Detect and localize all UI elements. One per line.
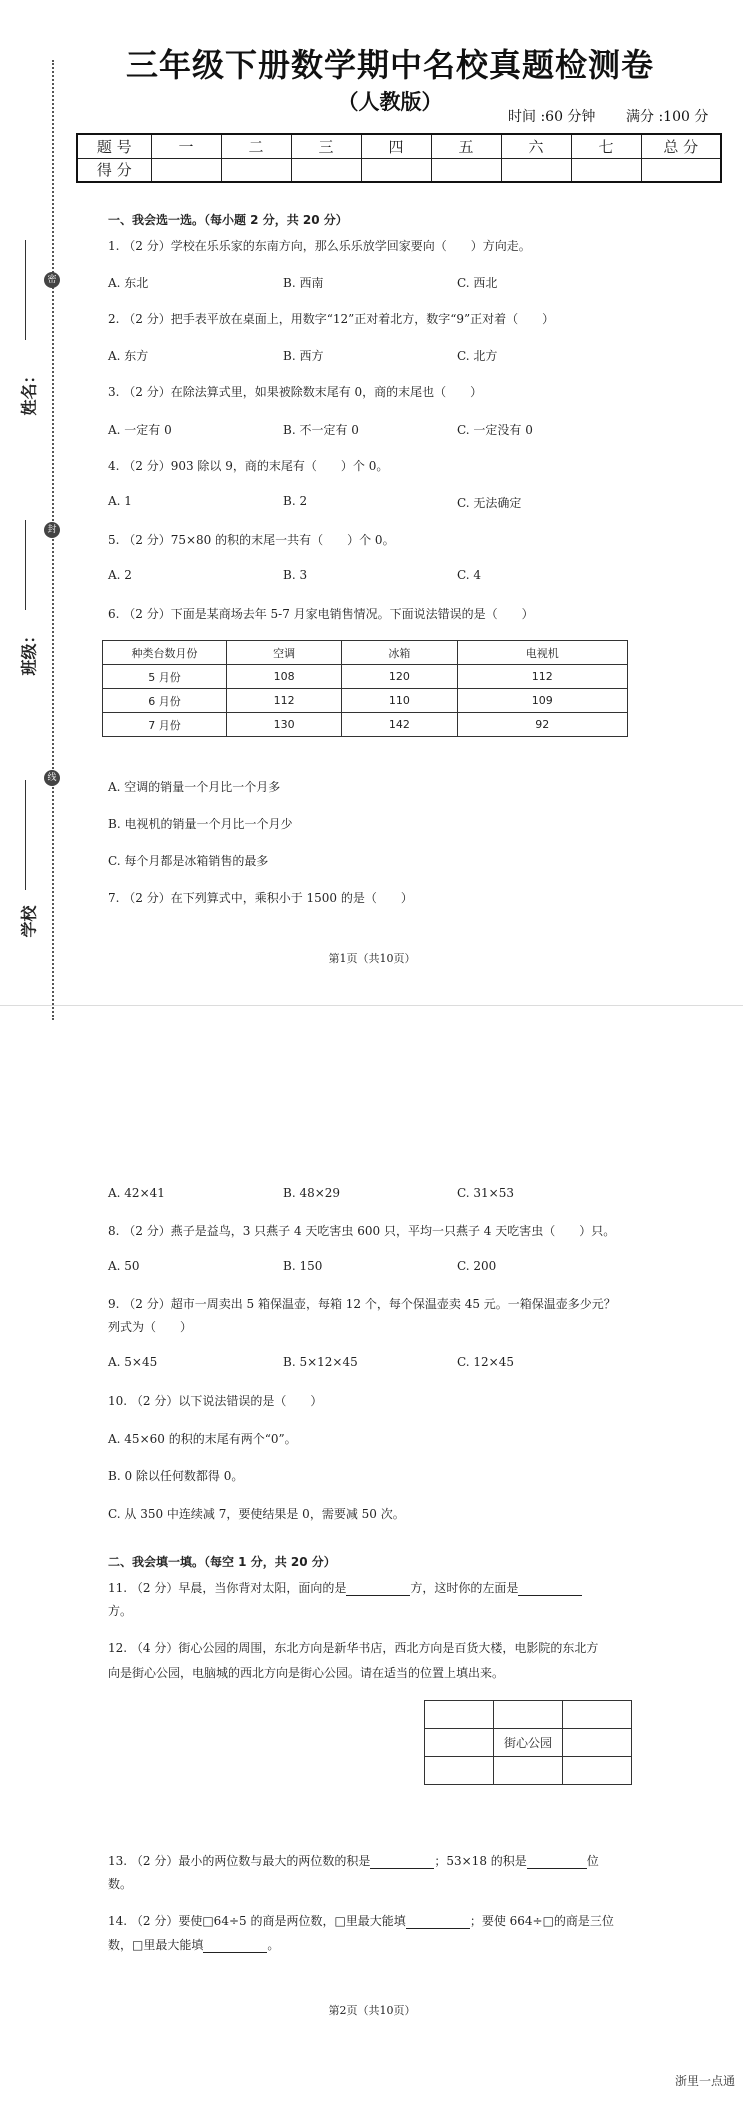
question-8-option-b[interactable]: B. 150: [283, 1259, 323, 1273]
page-separator: [0, 1005, 743, 1009]
score-header-cell: 五: [431, 134, 501, 158]
sales-cell: 109: [457, 689, 627, 713]
question-4-option-c[interactable]: C. 无法确定: [457, 496, 522, 510]
question-13-blank-2[interactable]: [527, 1868, 587, 1869]
sales-cell: 130: [227, 713, 342, 737]
question-4-option-b[interactable]: B. 2: [283, 494, 308, 508]
question-2-option-c[interactable]: C. 北方: [457, 349, 498, 363]
class-write-line[interactable]: [25, 520, 26, 610]
question-4-option-a[interactable]: A. 1: [108, 494, 132, 508]
question-5-option-a[interactable]: A. 2: [108, 568, 132, 582]
question-10-option-c[interactable]: C. 从 350 中连续减 7，要使结果是 0，需要减 50 次。: [108, 1507, 405, 1521]
sales-cell: 7 月份: [103, 713, 227, 737]
question-1-option-b[interactable]: B. 西南: [283, 276, 324, 290]
grid-cell-east[interactable]: [563, 1729, 632, 1757]
question-11-text-b: 方，这时你的左面是: [410, 1581, 519, 1595]
question-6-option-b[interactable]: B. 电视机的销量一个月比一个月少: [108, 817, 293, 831]
question-6-option-a[interactable]: A. 空调的销量一个月比一个月多: [108, 780, 281, 794]
score-header-cell: 三: [291, 134, 361, 158]
score-header-cell: 题 号: [77, 134, 151, 158]
question-7-option-c[interactable]: C. 31×53: [457, 1186, 514, 1200]
question-5-stem: 5. （2 分）75×80 的积的末尾一共有（ ）个 0。: [108, 533, 395, 547]
question-7-option-a[interactable]: A. 42×41: [108, 1186, 165, 1200]
binding-mark-line: 线: [44, 770, 60, 786]
question-9-stem: 9. （2 分）超市一周卖出 5 箱保温壶，每箱 12 个，每个保温壶卖 45 元。一箱保温壶多少元？: [108, 1297, 616, 1311]
score-input-cell[interactable]: [431, 158, 501, 182]
exam-page-1: [0, 0, 743, 1005]
question-6-stem: 6. （2 分）下面是某商场去年 5-7 月家电销售情况。下面说法错误的是（ ）: [108, 607, 534, 621]
question-1-option-c[interactable]: C. 西北: [457, 276, 498, 290]
name-write-line[interactable]: [25, 240, 26, 340]
sales-cell: 110: [342, 689, 457, 713]
question-4-stem: 4. （2 分）903 除以 9，商的末尾有（ ）个 0。: [108, 459, 389, 473]
question-1-option-a[interactable]: A. 东北: [108, 276, 149, 290]
score-input-cell[interactable]: [291, 158, 361, 182]
question-13-line-1: [108, 1852, 599, 1869]
question-12-line-2: 向是街心公园，电脑城的西北方向是街心公园。请在适当的位置上填出来。: [108, 1666, 505, 1680]
question-14-text-d: 。: [267, 1938, 280, 1952]
sales-cell: 92: [457, 713, 627, 737]
score-row-label: 得 分: [77, 158, 151, 182]
score-input-cell[interactable]: [361, 158, 431, 182]
score-header-cell: 六: [501, 134, 571, 158]
question-14-text-c: 数，□里最大能填: [108, 1938, 204, 1952]
sales-table-row: [103, 665, 628, 689]
grid-cell-southeast[interactable]: [563, 1757, 632, 1785]
question-3-option-b[interactable]: B. 不一定有 0: [283, 423, 359, 437]
score-table-score-row: [77, 158, 721, 182]
question-7-option-b[interactable]: B. 48×29: [283, 1186, 341, 1200]
question-13-text-a: 13. （2 分）最小的两位数与最大的两位数的积是: [108, 1854, 371, 1868]
question-8-stem: 8. （2 分）燕子是益鸟，3 只燕子 4 天吃害虫 600 只，平均一只燕子 4 天吃害虫（ ）只。: [108, 1224, 616, 1238]
sales-cell: 5 月份: [103, 665, 227, 689]
section-1-header: 一、我会选一选。（每小题 2 分，共 20 分）: [108, 213, 348, 227]
sales-header-cell: 种类台数月份: [103, 641, 227, 665]
sales-cell: 120: [342, 665, 457, 689]
score-input-cell[interactable]: [501, 158, 571, 182]
score-input-cell[interactable]: [641, 158, 721, 182]
question-6-option-c[interactable]: C. 每个月都是冰箱销售的最多: [108, 854, 269, 868]
question-14-text-b: ；要使 664÷□的商是三位: [469, 1914, 614, 1928]
sales-cell: 108: [227, 665, 342, 689]
question-13-blank-1[interactable]: [370, 1868, 434, 1869]
sales-table-header-row: [103, 641, 628, 665]
question-13-text-b: ；53×18 的积是: [434, 1854, 527, 1868]
score-input-cell[interactable]: [571, 158, 641, 182]
grid-cell-center: 街心公园: [494, 1729, 563, 1757]
question-3-option-c[interactable]: C. 一定没有 0: [457, 423, 533, 437]
question-2-stem: 2. （2 分）把手表平放在桌面上，用数字“12”正对着北方，数字“9”正对着（ ）: [108, 312, 555, 326]
sales-header-cell: 冰箱: [342, 641, 457, 665]
question-14-blank-2[interactable]: [203, 1952, 267, 1953]
question-2-option-b[interactable]: B. 西方: [283, 349, 324, 363]
exam-time: 时间 :60 分钟: [508, 109, 596, 125]
name-label: 姓名：: [19, 367, 39, 416]
question-14-line-2: [108, 1936, 279, 1953]
question-3-option-a[interactable]: A. 一定有 0: [108, 423, 172, 437]
section-2-header: 二、我会填一填。（每空 1 分，共 20 分）: [108, 1555, 336, 1569]
watermark-corner-text: 浙里一点通: [674, 2074, 735, 2088]
question-11-text-c: 方。: [108, 1604, 133, 1618]
question-11-blank-1[interactable]: [346, 1595, 410, 1596]
score-header-cell: 七: [571, 134, 641, 158]
score-header-cell: 总 分: [641, 134, 721, 158]
binding-margin: [0, 30, 70, 1005]
grid-cell-south[interactable]: [494, 1757, 563, 1785]
sales-cell: 142: [342, 713, 457, 737]
question-13-text-c: 位: [586, 1854, 599, 1868]
grid-cell-northwest[interactable]: [425, 1701, 494, 1729]
direction-grid: [424, 1700, 632, 1785]
sales-header-cell: 空调: [227, 641, 342, 665]
class-label: 班级：: [19, 627, 39, 676]
grid-cell-northeast[interactable]: [563, 1701, 632, 1729]
sales-table: [102, 640, 628, 737]
page-1-number: 第1页（共10页）: [328, 952, 416, 965]
question-13-text-d: 数。: [108, 1877, 133, 1891]
question-1-stem: 1. （2 分）学校在乐乐家的东南方向，那么乐乐放学回家要向（ ）方向走。: [108, 239, 531, 253]
question-2-option-a[interactable]: A. 东方: [108, 349, 149, 363]
question-11-text-a: 11. （2 分）早晨，当你背对太阳，面向的是: [108, 1581, 347, 1595]
question-9-option-c[interactable]: C. 12×45: [457, 1355, 514, 1369]
binding-mark-seal: 密: [44, 272, 60, 288]
grid-cell-southwest[interactable]: [425, 1757, 494, 1785]
question-8-option-c[interactable]: C. 200: [457, 1259, 497, 1273]
question-9-stem-line-2: 列式为（ ）: [108, 1320, 193, 1334]
question-10-option-b[interactable]: B. 0 除以任何数都得 0。: [108, 1469, 244, 1483]
sales-header-cell: 电视机: [457, 641, 627, 665]
question-8-option-a[interactable]: A. 50: [108, 1259, 140, 1273]
question-5-option-c[interactable]: C. 4: [457, 568, 482, 582]
question-10-stem: 10. （2 分）以下说法错误的是（ ）: [108, 1394, 323, 1408]
sales-table-row: [103, 689, 628, 713]
question-14-text-a: 14. （2 分）要使□64÷5 的商是两位数，□里最大能填: [108, 1914, 406, 1928]
question-12-line-1: 12. （4 分）街心公园的周围，东北方向是新华书店，西北方向是百货大楼，电影院的东北方: [108, 1641, 599, 1655]
question-9-option-b[interactable]: B. 5×12×45: [283, 1355, 358, 1369]
binding-mark-close: 封: [44, 522, 60, 538]
sales-cell: 112: [457, 665, 627, 689]
grid-cell-west[interactable]: [425, 1729, 494, 1757]
question-3-stem: 3. （2 分）在除法算式里，如果被除数末尾有 0，商的末尾也（ ）: [108, 385, 483, 399]
sales-cell: 112: [227, 689, 342, 713]
score-header-cell: 四: [361, 134, 431, 158]
score-header-cell: 二: [221, 134, 291, 158]
question-14-blank-1[interactable]: [406, 1928, 470, 1929]
exam-title: 三年级下册数学期中名校真题检测卷: [125, 46, 654, 84]
grid-cell-north[interactable]: [494, 1701, 563, 1729]
exam-subtitle: （人教版）: [337, 90, 443, 114]
sales-table-row: [103, 713, 628, 737]
score-header-cell: 一: [151, 134, 221, 158]
school-label: 学校: [19, 905, 39, 938]
question-9-option-a[interactable]: A. 5×45: [108, 1355, 158, 1369]
question-5-option-b[interactable]: B. 3: [283, 568, 308, 582]
binding-dotted-line: [52, 60, 54, 1020]
school-write-line[interactable]: [25, 780, 26, 890]
sales-cell: 6 月份: [103, 689, 227, 713]
exam-full-score: 满分 :100 分: [626, 109, 709, 125]
question-14-line-1: [108, 1912, 614, 1929]
score-table: [76, 133, 722, 183]
question-10-option-a[interactable]: A. 45×60 的积的末尾有两个“0”。: [108, 1432, 297, 1446]
question-11-blank-2[interactable]: [518, 1595, 582, 1596]
score-input-cell[interactable]: [221, 158, 291, 182]
score-table-header-row: [77, 134, 721, 158]
score-input-cell[interactable]: [151, 158, 221, 182]
question-11-line-1: [108, 1579, 582, 1596]
page-2-number: 第2页（共10页）: [328, 2004, 416, 2017]
question-7-stem: 7. （2 分）在下列算式中，乘积小于 1500 的是（ ）: [108, 891, 413, 905]
